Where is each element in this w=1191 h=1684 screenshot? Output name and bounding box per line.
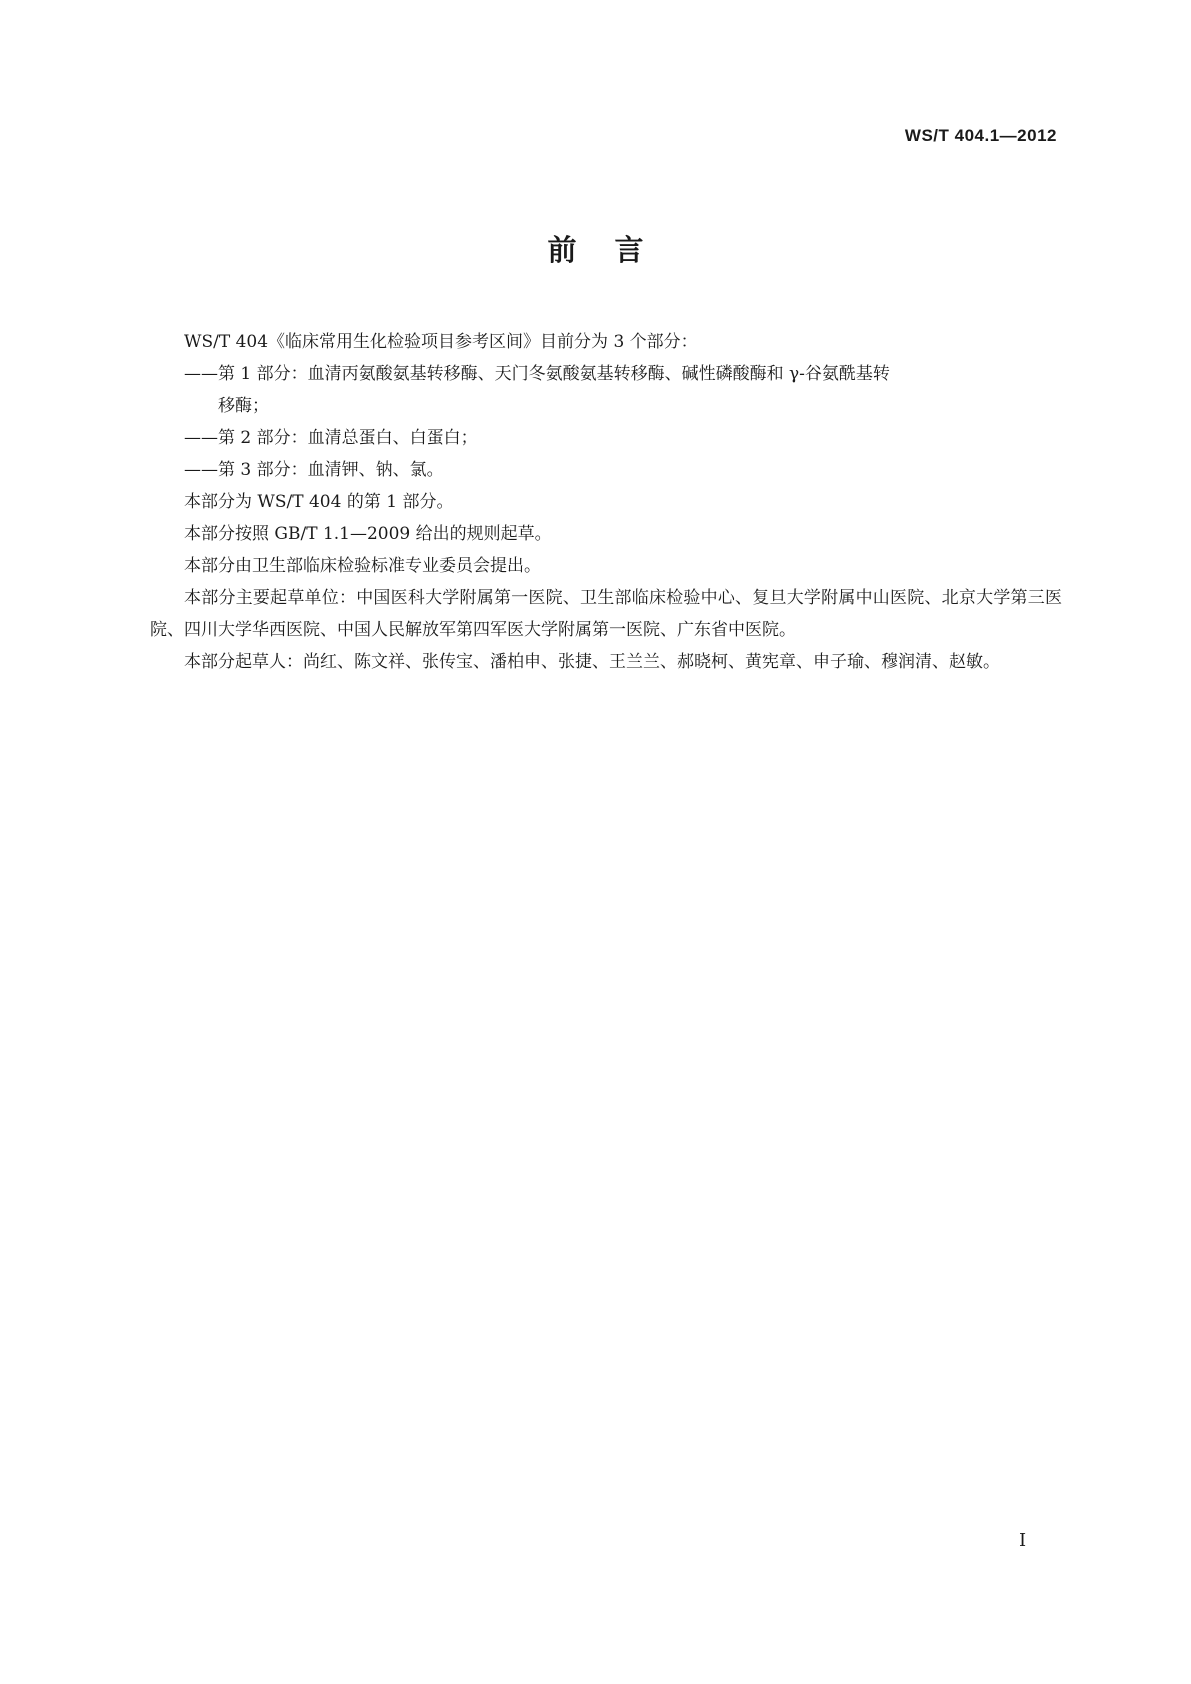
page-title: 前言 [547,233,682,267]
part-1-list-item [150,358,1062,422]
part-2-list-item: ——第 2 部分：血清总蛋白、白蛋白； [184,428,478,448]
part-1-line-1: ——第 1 部分：血清丙氨酸氨基转移酶、天门冬氨酸氨基转移酶、碱性磷酸酶和 γ-谷氨酰基转 [184,364,890,384]
drafting-units-paragraph: 本部分主要起草单位：中国医科大学附属第一医院、卫生部临床检验中心、复旦大学附属中山医院、北京大学第三医院、四川大学华西医院、中国人民解放军第四军医大学附属第一医院、广东省中医院。 [150,588,1062,640]
proposed-by-paragraph: 本部分由卫生部临床检验标准专业委员会提出。 [184,556,541,576]
part-3-list-item: ——第 3 部分：血清钾、钠、氯。 [184,460,444,480]
drafters-paragraph: 本部分起草人：尚红、陈文祥、张传宝、潘柏申、张捷、王兰兰、郝晓柯、黄宪章、申子瑜、穆润清、赵敏。 [184,652,1000,672]
foreword-body [150,326,1062,678]
standard-number: WS/T 404.1—2012 [904,126,1057,145]
this-part-paragraph: 本部分为 WS/T 404 的第 1 部分。 [184,492,454,512]
intro-paragraph: WS/T 404《临床常用生化检验项目参考区间》目前分为 3 个部分： [184,332,698,352]
part-1-line-2: 移酶； [218,396,269,416]
page-number: I [1019,1530,1027,1551]
drafting-rules-paragraph: 本部分按照 GB/T 1.1—2009 给出的规则起草。 [184,524,552,544]
